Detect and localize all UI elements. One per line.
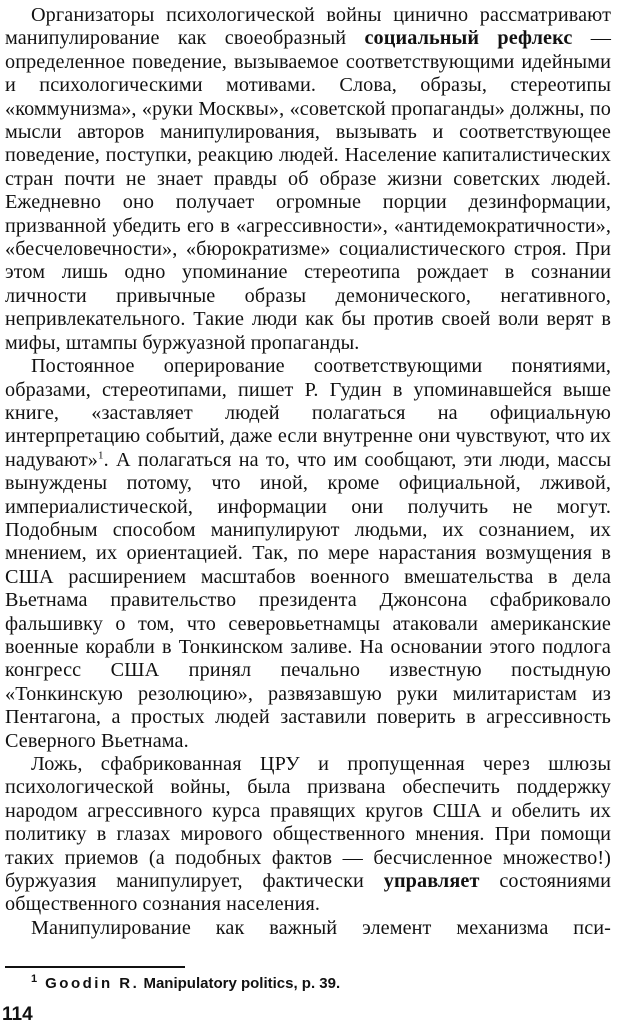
footnote-divider xyxy=(5,966,185,968)
emphasis-term: управляет xyxy=(383,870,480,893)
footnote-reference: 1 xyxy=(98,448,104,461)
paragraph-3: Ложь, сфабрикованная ЦРУ и пропущенная через шлюзы психологической войны, была призвана обеспечить поддержку народом агрессивного курса правящих кругов США и обелить их политику в глазах мирового общественного мнения. При помощи таких приемов (а подобных фактов — бесчисленное множество!) буржуазия манипулирует, фактически управляет состояниями общественного сознания населения. xyxy=(5,753,611,916)
emphasis-term: социальный рефлекс xyxy=(364,27,573,50)
paragraph-4: Манипулирование как важный элемент механизма пси- xyxy=(31,916,611,939)
footnote-text: Manipulatory politics, p. 39. xyxy=(139,975,341,992)
page-body xyxy=(5,4,611,940)
paragraph-2: Постоянное оперирование соответствующими понятиями, образами, стереотипами, пишет Р. Гудин в упоминавшейся выше книге, «заставляет людей полагаться на официальную интерпретацию событий, даже если внутренне они чувствуют, что их надувают»$^1$. А полагаться на то, что им сообщают, эти люди, массы вынуждены потому, что иной, кроме официальной, лживой, империалистической, информации они получить не могут. Подобным способом манипулируют людьми, их сознанием, их мнением, их ориентацией. Так, по мере нарастания возмущения в США расширением масштабов военного вмешательства в дела Вьетнама правительство президента Джонсона сфабриковало фальшивку о том, что северовьетнамцы атаковали американские военные корабли в Тонкинском заливе. На основании этого подлога конгресс США принял печально известную постыдную «Тонкинскую резолюцию», развязавшую руки милитаристам из Пентагона, а простых людей заставили поверить в агрессивность Северного Вьетнама. xyxy=(5,355,611,752)
paragraph-1: Организаторы психологической войны цинично рассматривают манипулирование как своеобразный социальный рефлекс — определенное поведение, вызываемое соответствующими идейными и психологическими мотивами. Слова, образы, стереотипы «коммунизма», «руки Москвы», «советской пропаганды» должны, по мысли авторов манипулирования, вызывать и соответствующее поведение, поступки, реакцию людей. Население капиталистических стран почти не знает правды об образе жизни советских людей. Ежедневно оно получает огромные порции дезинформации, призванной убедить его в «агрессивности», «антидемократичности», «бесчеловечности», «бюрократизме» социалистического строя. При этом лишь одно упоминание стереотипа рождает в сознании личности привычные образы демонического, негативного, непривлекательного. Такие люди как бы против своей воли верят в мифы, штампы буржуазной пропаганды. xyxy=(5,4,612,354)
footnote xyxy=(5,975,340,993)
footnote-marker: 1 xyxy=(31,973,38,985)
footnote-author: Goodin R. xyxy=(45,975,140,992)
page-number: 114 xyxy=(2,1004,33,1025)
